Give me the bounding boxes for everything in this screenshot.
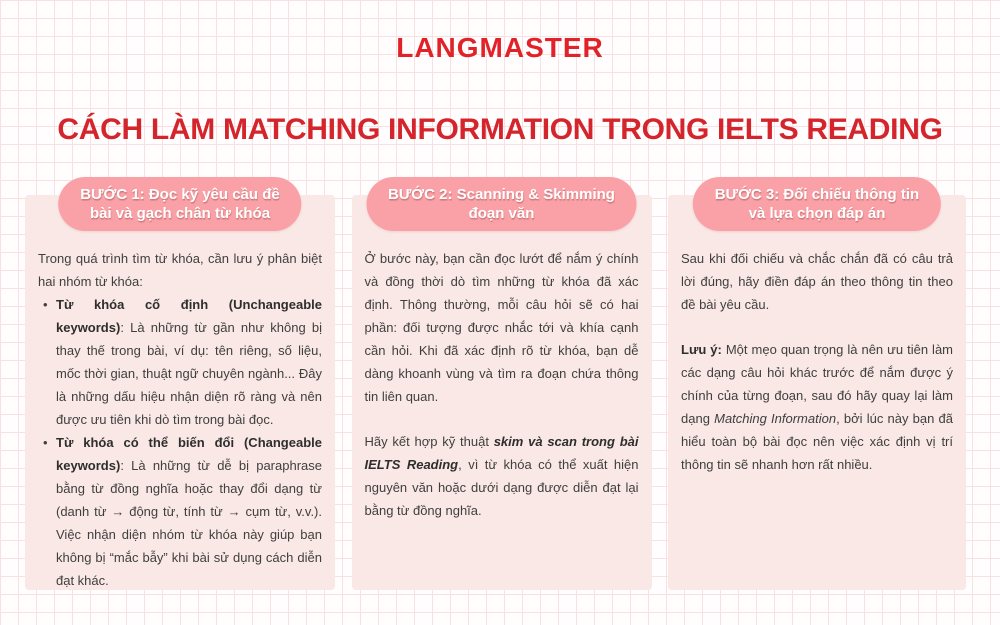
changeable-keywords-desc: : Là những từ dễ bị paraphrase bằng từ đồng nghĩa hoặc thay đổi dạng từ (danh từ → động từ, tính từ → cụm từ, v.v.). Việc nhận diện nhóm từ khóa này giúp bạn không bị “mắc bẫy” khi bài sử dụng cách diễn đạt khác. (56, 458, 322, 588)
step-3-header-line-2: và lựa chọn đáp án (748, 205, 886, 222)
step-2-paragraph-1: Ở bước này, bạn cần đọc lướt để nắm ý chính và đồng thời dò tìm những từ khóa đã xác định. Thông thường, mỗi câu hỏi sẽ có hai phần: đối tượng được nhắc tới và khía cạnh cần hỏi. Khi đã xác định rõ từ khóa, bạn dễ dàng khoanh vùng và tìm ra đoạn chứa thông tin liên quan. (364, 251, 639, 404)
step-3-column (668, 177, 966, 590)
skim-scan-emphasis: skim và scan trong bài IELTS Reading (364, 434, 639, 472)
step-2-paragraph-2 (365, 430, 639, 522)
step-3-note-paragraph (681, 338, 953, 476)
list-item-unchangeable-keywords (56, 293, 322, 431)
langmaster-logo: LANGMASTER (396, 32, 604, 63)
step-3-paragraph-1: Sau khi đối chiếu và chắc chắn đã có câu trả lời đúng, hãy điền đáp án theo thông tin theo đề bài yêu cầu. (681, 251, 953, 312)
step-1-column (25, 177, 335, 590)
note-tail: , bởi lúc này bạn đã hiểu toàn bộ bài đọc nên việc xác định vị trí thông tin sẽ nhanh hơn rất nhiều. (681, 411, 953, 472)
unchangeable-keywords-term: Từ khóa cố định (Unchangeable keywords) (56, 297, 322, 335)
step-3-header-pill (693, 177, 941, 231)
matching-information-emphasis: Matching Information (714, 411, 837, 426)
unchangeable-keywords-desc: : Là những từ gần như không bị thay thế trong bài, ví dụ: tên riêng, số liệu, mốc thời gian, thuật ngữ chuyên ngành... Đây là những dấu hiệu nhận diện rõ ràng và nên được ưu tiên khi dò tìm trong bài đọc. (56, 320, 322, 427)
changeable-keywords-term: Từ khóa có thể biến đổi (Changeable keywords) (56, 435, 322, 473)
note-lead: Một mẹo quan trọng là nên ưu tiên làm các dạng câu hỏi khác trước để nắm được ý chính của từng đoạn, sau đó hãy quay lại làm dạng (681, 342, 953, 426)
keyword-type-list (38, 293, 322, 590)
step-2-header-line-2: đoạn văn (468, 205, 535, 222)
step-2-column (352, 177, 652, 590)
step-3-header-line-1: BƯỚC 3: Đối chiếu thông tin (714, 186, 920, 203)
step-2-para2-tail: , vì từ khóa có thể xuất hiện nguyên văn hoặc dưới dạng được diễn đạt lại bằng từ đồng nghĩa. (364, 457, 639, 518)
step-2-content-box (352, 195, 652, 590)
list-item-changeable-keywords (56, 431, 322, 590)
step-2-header-pill (366, 177, 637, 231)
step-1-header-line-2: bài và gạch chân từ khóa (89, 205, 271, 222)
step-1-intro: Trong quá trình tìm từ khóa, cần lưu ý phân biệt hai nhóm từ khóa: (38, 251, 322, 289)
step-1-content-box (25, 195, 335, 590)
step-1-header-line-1: BƯỚC 1: Đọc kỹ yêu cầu đề (80, 186, 280, 203)
step-3-content-box (668, 195, 966, 590)
step-2-para2-lead: Hãy kết hợp kỹ thuật (364, 434, 494, 449)
step-1-header-pill (58, 177, 301, 231)
note-label: Lưu ý: (681, 342, 722, 357)
step-2-header-line-1: BƯỚC 2: Scanning & Skimming (388, 186, 615, 203)
page-title: CÁCH LÀM MATCHING INFORMATION TRONG IELTS READING (57, 113, 943, 147)
steps-row (25, 177, 966, 590)
